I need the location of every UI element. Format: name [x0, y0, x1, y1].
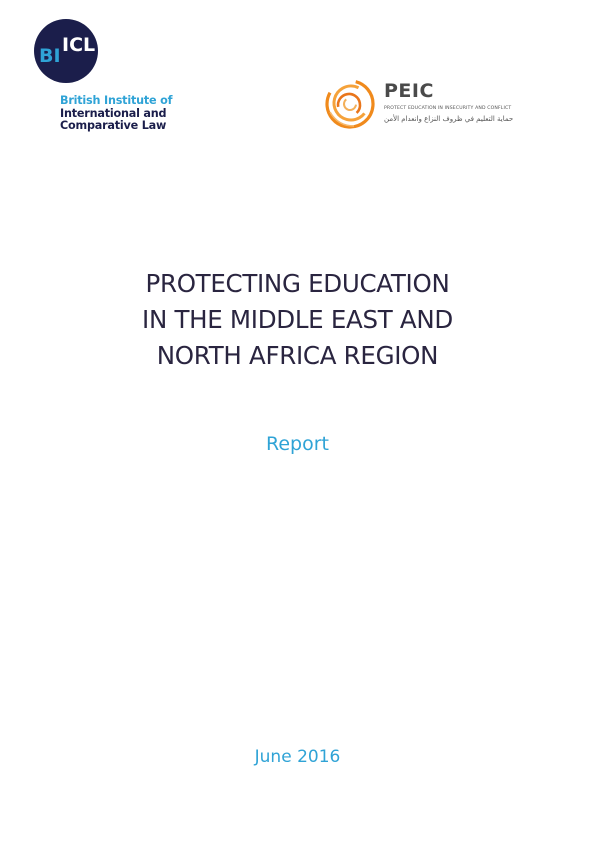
biicl-name-line1: British Institute of: [60, 94, 173, 107]
document-title-line3: NORTH AFRICA REGION: [156, 341, 439, 370]
peic-arabic-subtitle: حماية التعليم في ظروف النزاع وانعدام الأمن: [384, 115, 514, 123]
document-date: June 2016: [254, 747, 341, 767]
document-subtitle: Report: [266, 433, 329, 455]
document-title: [60, 266, 535, 374]
peic-swirl-icon: [324, 78, 376, 130]
biicl-name: [60, 95, 172, 133]
document-title-line2: IN THE MIDDLE EAST AND: [142, 305, 453, 334]
biicl-name-line3: Comparative Law: [60, 119, 167, 133]
peic-subtitle: PROTECT EDUCATION IN INSECURITY AND CONFLICT: [384, 106, 512, 111]
biicl-logo-bi: BI: [39, 45, 61, 67]
biicl-logo-icl: ICL: [62, 34, 96, 56]
biicl-name-line2: International and: [60, 106, 167, 120]
biicl-logo-mark: [33, 18, 99, 84]
biicl-logo: [33, 18, 99, 84]
document-title-line1: PROTECTING EDUCATION: [145, 269, 450, 298]
peic-title: PEIC: [384, 80, 434, 102]
